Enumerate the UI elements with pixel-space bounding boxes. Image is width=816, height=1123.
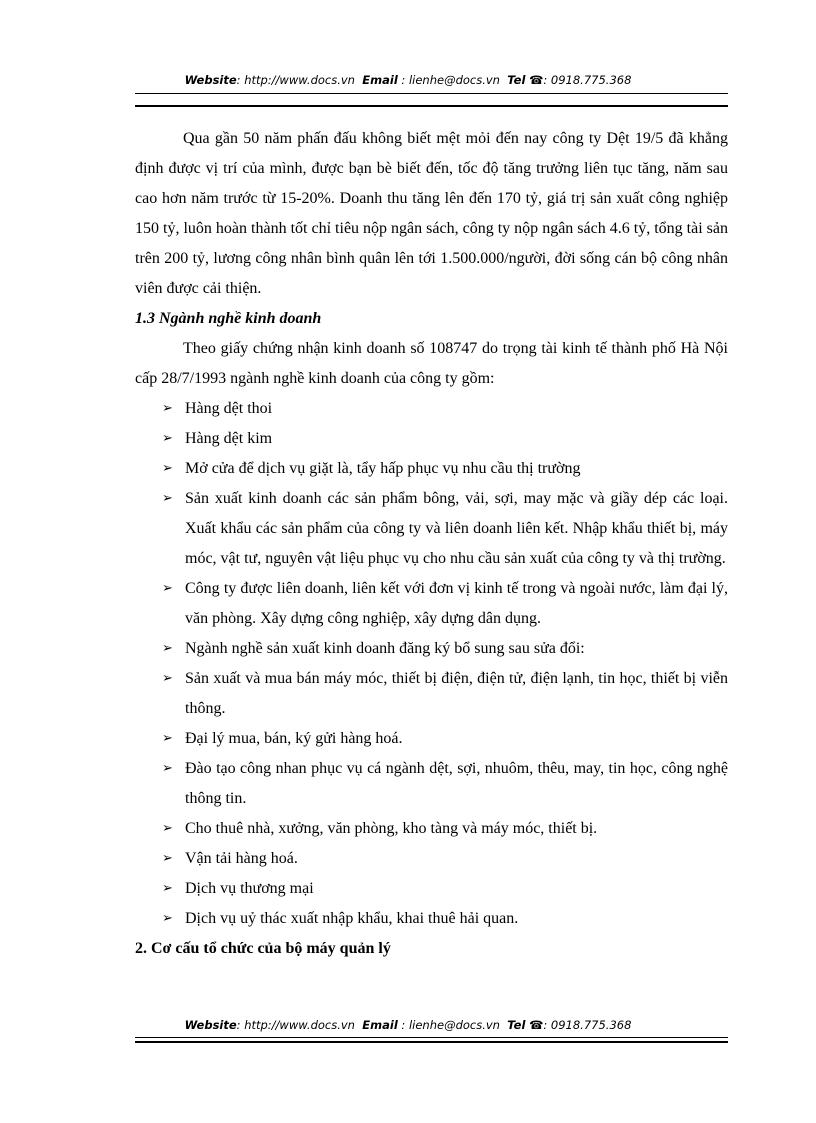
footer-tel: : 0918.775.368 <box>543 1018 632 1032</box>
arrow-bullet-icon: ➢ <box>162 581 173 596</box>
list-item: ➢ Sản xuất và mua bán máy móc, thiết bị điện, điện tử, điện lạnh, tin học, thiết bị viễn thông. <box>135 664 728 724</box>
section-1-3-lead: Theo giấy chứng nhận kinh doanh số 108747 do trọng tài kinh tế thành phố Hà Nội cấp 28/7/1993 ngành nghề kinh doanh của công ty gồm: <box>135 340 728 387</box>
arrow-bullet-icon: ➢ <box>162 401 173 416</box>
arrow-bullet-icon: ➢ <box>162 731 173 746</box>
footer-email[interactable]: : lienhe@docs.vn <box>401 1018 500 1032</box>
arrow-bullet-icon: ➢ <box>162 461 173 476</box>
list-item: ➢ Cho thuê nhà, xưởng, văn phòng, kho tàng và máy móc, thiết bị. <box>135 814 728 844</box>
list-item: ➢ Sản xuất kinh doanh các sản phẩm bông, vải, sợi, may mặc và giầy dép các loại. Xuất khẩu các sản phẩm của công ty và liên doanh liên kết. Nhập khẩu thiết bị, máy móc, vật tư, nguyên vật liệu phục vụ cho nhu cầu sản xuất của công ty và thị trường. <box>135 484 728 574</box>
list-item: ➢ Đào tạo công nhan phục vụ cá ngành dệt, sợi, nhuôm, thêu, may, tin học, công nghệ thông tin. <box>135 754 728 814</box>
section-heading-2: 2. Cơ cấu tổ chức của bộ máy quản lý <box>135 940 391 957</box>
footer-rule-thick <box>135 1041 728 1043</box>
header-website-label: Website <box>184 73 237 87</box>
footer-website-label: Website <box>184 1018 237 1032</box>
section-heading-1-3: 1.3 Ngành nghề kinh doanh <box>135 310 322 327</box>
header-email[interactable]: : lienhe@docs.vn <box>401 73 500 87</box>
phone-icon: ☎ <box>529 73 544 87</box>
arrow-bullet-icon: ➢ <box>162 641 173 656</box>
list-item: ➢ Đại lý mua, bán, ký gửi hàng hoá. <box>135 724 728 754</box>
page-header <box>0 73 816 87</box>
arrow-bullet-icon: ➢ <box>162 851 173 866</box>
list-item: ➢ Công ty được liên doanh, liên kết với đơn vị kinh tế trong và ngoài nước, làm đại lý, văn phòng. Xây dựng công nghiệp, xây dựng dân dụng. <box>135 574 728 634</box>
intro-paragraph: Qua gần 50 năm phấn đấu không biết mệt mỏi đến nay công ty Dệt 19/5 đã khẳng định được vị trí của mình, được bạn bè biết đến, tốc độ tăng trưởng liên tục tăng, năm sau cao hơn năm trước từ 15-20%. Doanh thu tăng lên đến 170 tỷ, giá trị sản xuất công nghiệp 150 tỷ, luôn hoàn thành tốt chỉ tiêu nộp ngân sách, công ty nộp ngân sách 4.6 tỷ, tổng tài sản trên 200 tỷ, lương công nhân bình quân lên tới 1.500.000/người, đời sống cán bộ công nhân viên được cải thiện. <box>135 130 728 297</box>
footer-tel-label: Tel <box>507 1018 526 1032</box>
arrow-bullet-icon: ➢ <box>162 491 173 506</box>
header-rule-thick <box>135 105 728 107</box>
phone-icon: ☎ <box>529 1018 544 1032</box>
list-item: ➢ Mở cửa để dịch vụ giặt là, tẩy hấp phục vụ nhu cầu thị trường <box>135 454 728 484</box>
list-item: ➢ Ngành nghề sản xuất kinh doanh đăng ký bổ sung sau sửa đổi: <box>135 634 728 664</box>
footer-email-label: Email <box>362 1018 398 1032</box>
header-website-url[interactable]: : http://www.docs.vn <box>236 73 355 87</box>
business-lines-list <box>135 394 728 934</box>
arrow-bullet-icon: ➢ <box>162 761 173 776</box>
document-body <box>135 124 728 964</box>
header-tel-label: Tel <box>507 73 526 87</box>
header-rule-thin <box>135 93 728 94</box>
footer-rule-thin <box>135 1037 728 1038</box>
list-item: ➢ Hàng dệt thoi <box>135 394 728 424</box>
arrow-bullet-icon: ➢ <box>162 911 173 926</box>
page-footer <box>0 1018 816 1032</box>
list-item: ➢ Vận tải hàng hoá. <box>135 844 728 874</box>
list-item: ➢ Dịch vụ uỷ thác xuất nhập khẩu, khai thuê hải quan. <box>135 904 728 934</box>
footer-website-url[interactable]: : http://www.docs.vn <box>236 1018 355 1032</box>
list-item: ➢ Dịch vụ thương mại <box>135 874 728 904</box>
arrow-bullet-icon: ➢ <box>162 431 173 446</box>
arrow-bullet-icon: ➢ <box>162 881 173 896</box>
header-tel: : 0918.775.368 <box>543 73 632 87</box>
header-email-label: Email <box>362 73 398 87</box>
arrow-bullet-icon: ➢ <box>162 671 173 686</box>
arrow-bullet-icon: ➢ <box>162 821 173 836</box>
list-item: ➢ Hàng dệt kim <box>135 424 728 454</box>
